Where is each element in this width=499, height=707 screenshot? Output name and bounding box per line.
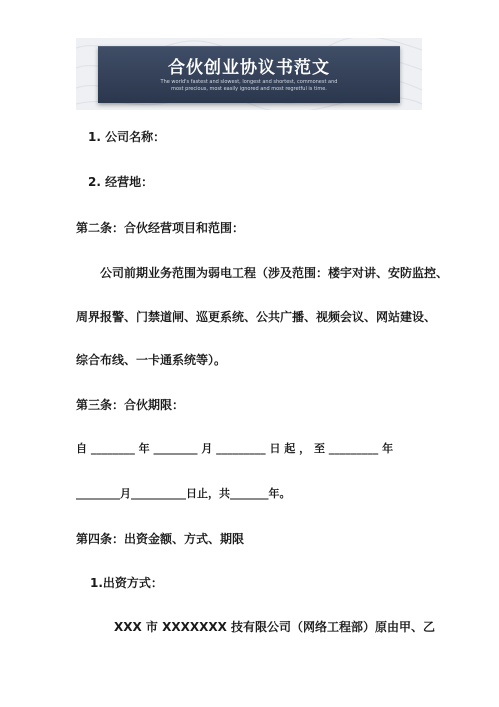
banner-subtitle <box>98 79 400 93</box>
banner-subtitle-line1: The world's fastest and slowest, longest and shortest, commonest and <box>160 79 338 85</box>
company-paragraph-line: XXX 市 XXXXXXX 技有限公司（网络工程部）原由甲、乙 <box>114 620 436 634</box>
article-three-heading: 第三条：合伙期限： <box>76 398 185 412</box>
banner-subtitle-line2: most precious, most easily ignored and most regretful is time. <box>171 86 327 92</box>
term-start-line: 自 ________ 年 ________ 月 _________ 日 起 ， 至 _________ 年 <box>76 442 394 455</box>
banner-panel <box>98 46 400 103</box>
scope-paragraph-line3: 综合布线、一卡通系统等）。 <box>76 353 227 367</box>
business-place-line: 2. 经营地： <box>88 175 154 189</box>
scope-paragraph-line2: 周界报警、门禁道闸、巡更系统、公共广播、视频会议、网站建设、 <box>76 310 437 324</box>
contribution-method-line: 1.出资方式： <box>90 576 163 590</box>
company-name-line: 1. 公司名称： <box>88 130 166 144</box>
article-four-heading: 第四条：出资金额、方式、期限 <box>76 532 245 546</box>
term-end-line: ________月__________日止，共_______年。 <box>76 487 291 500</box>
title-banner <box>76 38 422 110</box>
page-title: 合伙创业协议书范文 <box>168 58 330 78</box>
scope-paragraph-line1: 公司前期业务范围为弱电工程（涉及范围：楼宇对讲、安防监控、 <box>100 266 449 280</box>
article-two-heading: 第二条：合伙经营项目和范围： <box>76 221 245 235</box>
